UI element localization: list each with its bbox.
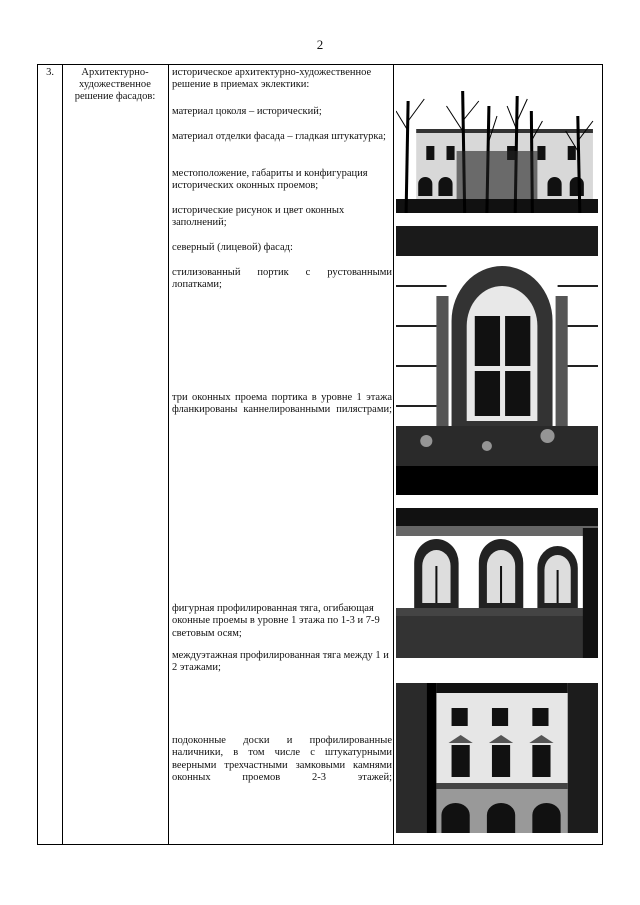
column-divider xyxy=(168,65,169,844)
page-number: 2 xyxy=(316,37,324,52)
row-title: Архитектурно-художественное решение фасадов: xyxy=(74,67,156,102)
column-divider xyxy=(62,65,63,844)
protection-table xyxy=(37,64,603,845)
item-portico-windows: три оконных проема портика в уровне 1 этажа фланкированы каннелированными пилястрами; xyxy=(172,392,392,416)
item-plinth: материал цоколя – исторический; xyxy=(172,106,322,117)
column-divider xyxy=(393,65,394,844)
item-figured-band: фигурная профилированная тяга, огибающая оконные проемы в уровне 1 этажа по 1-3 и 7-9 световым осям; xyxy=(172,603,380,639)
item-portico: стилизованный портик с рустованными лопатками; xyxy=(172,267,392,291)
photo-portico-window xyxy=(396,226,598,495)
item-window-sills: подоконные доски и профилированные наличники, в том числе с штукатурными веерными трехчастными замковыми камнями оконных проемов 2-3 этажей; xyxy=(172,735,392,784)
photo-building-trees xyxy=(396,91,598,213)
item-north-facade: северный (лицевой) фасад: xyxy=(172,242,293,253)
item-window-fillings: исторические рисунок и цвет оконных заполнений; xyxy=(172,205,345,229)
item-window-openings: местоположение, габариты и конфигурация исторических оконных проемов; xyxy=(172,168,368,192)
item-eclectic: историческое архитектурно-художественное решение в приемах эклектики: xyxy=(172,67,372,91)
row-number: 3. xyxy=(46,67,54,78)
photo-arched-windows xyxy=(396,508,598,658)
item-interfloor-band: междуэтажная профилированная тяга между 1 и 2 этажами; xyxy=(172,650,389,674)
photo-facade-upper-floors xyxy=(396,683,598,833)
item-plaster: материал отделки фасада – гладкая штукатурка; xyxy=(172,131,386,142)
